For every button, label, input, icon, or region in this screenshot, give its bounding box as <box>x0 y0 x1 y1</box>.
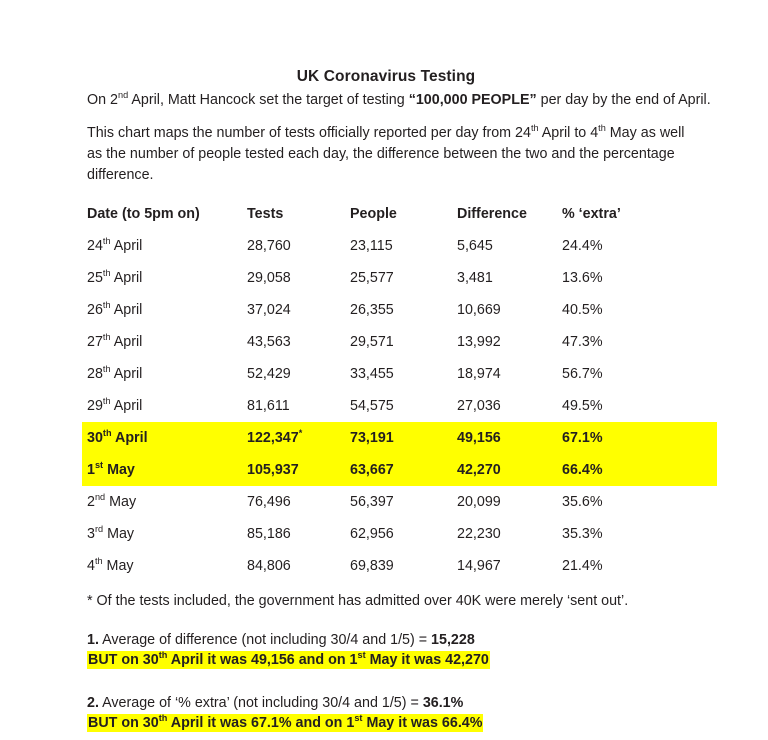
cell-pct-extra: 13.6% <box>562 270 603 287</box>
conclusion-2-hl-ord-1: th <box>158 713 168 724</box>
cell-difference: 13,992 <box>457 334 501 351</box>
lead-text-before: On 2 <box>87 92 118 108</box>
table-row <box>87 358 695 390</box>
cell-date-month: April <box>110 270 143 287</box>
lead-quoted-target: “100,000 PEOPLE” <box>408 92 537 108</box>
cell-tests-value: 105,937 <box>247 462 299 479</box>
conclusion-1-highlight <box>87 651 490 669</box>
cell-date <box>87 294 247 326</box>
cell-difference: 14,967 <box>457 558 501 575</box>
cell-date <box>87 230 247 262</box>
lead-ordinal: nd <box>118 90 129 101</box>
cell-date-ordinal: rd <box>94 524 104 535</box>
cell-difference: 3,481 <box>457 270 493 287</box>
cell-date-ordinal: th <box>102 364 111 375</box>
cell-date-day: 3 <box>87 526 95 543</box>
cell-tests <box>247 326 350 358</box>
cell-people: 25,577 <box>350 270 394 287</box>
cell-date-month: May <box>105 494 137 511</box>
cell-pct-extra: 56.7% <box>562 366 603 383</box>
document-content <box>87 68 711 733</box>
cell-tests <box>247 550 350 582</box>
cell-tests-value: 28,760 <box>247 238 291 255</box>
table-body <box>87 230 695 582</box>
cell-date-ordinal: th <box>102 396 111 407</box>
intro-paragraph <box>87 123 695 185</box>
cell-date <box>87 518 247 550</box>
cell-date-ordinal: nd <box>94 492 106 503</box>
cell-date-day: 29 <box>87 398 103 415</box>
cell-date-day: 30 <box>87 430 103 447</box>
table-row <box>87 262 695 294</box>
cell-tests-asterisk: * <box>298 428 303 439</box>
table-row <box>87 518 695 550</box>
table-row <box>87 390 695 422</box>
conclusion-1-hl-before: BUT on 30 <box>88 652 159 669</box>
cell-tests <box>247 294 350 326</box>
cell-date <box>87 326 247 358</box>
cell-tests <box>247 230 350 262</box>
cell-date <box>87 390 247 422</box>
cell-date-day: 28 <box>87 366 103 383</box>
page-title: UK Coronavirus Testing <box>296 68 476 85</box>
cell-people: 73,191 <box>350 422 457 454</box>
lead-text-after: per day by the end of April. <box>536 92 711 108</box>
cell-date-month: May <box>103 462 135 479</box>
cell-people: 54,575 <box>350 398 394 415</box>
cell-date <box>87 422 247 454</box>
cell-date <box>87 262 247 294</box>
table-row <box>87 422 695 454</box>
conclusion-1-hl-ord-2: st <box>357 650 366 661</box>
table-header-row <box>87 199 695 230</box>
cell-tests-value: 122,347 <box>247 430 299 447</box>
cell-difference: 49,156 <box>457 422 562 454</box>
conclusion-2-value: 36.1% <box>422 694 464 711</box>
asterisk-footnote: * Of the tests included, the government has admitted over 40K were merely ‘sent out’. <box>87 593 629 610</box>
cell-people: 29,571 <box>350 334 394 351</box>
cell-pct-extra: 67.1% <box>562 422 695 454</box>
table-row <box>87 326 695 358</box>
cell-tests-value: 85,186 <box>247 526 291 543</box>
cell-difference: 5,645 <box>457 238 493 255</box>
column-header-tests: Tests <box>247 206 284 223</box>
cell-pct-extra: 21.4% <box>562 558 603 575</box>
conclusion-1-value: 15,228 <box>431 632 475 649</box>
conclusion-2-hl-after: May it was 66.4% <box>362 715 483 732</box>
cell-people: 69,839 <box>350 558 394 575</box>
cell-pct-extra: 49.5% <box>562 398 603 415</box>
table-row <box>87 486 695 518</box>
table-row <box>87 230 695 262</box>
cell-date-ordinal: th <box>102 300 111 311</box>
cell-date <box>87 358 247 390</box>
cell-difference: 20,099 <box>457 494 501 511</box>
cell-pct-extra: 40.5% <box>562 302 603 319</box>
cell-people: 56,397 <box>350 494 394 511</box>
cell-difference: 27,036 <box>457 398 501 415</box>
column-header-pct-extra: % ‘extra’ <box>562 206 621 223</box>
cell-date-month: April <box>111 430 148 447</box>
cell-tests-value: 29,058 <box>247 270 291 287</box>
conclusion-2 <box>87 693 687 734</box>
conclusion-1-hl-ord-1: th <box>158 650 168 661</box>
cell-tests-value: 43,563 <box>247 334 291 351</box>
column-header-people: People <box>350 206 397 223</box>
cell-people: 63,667 <box>350 454 457 486</box>
table-row <box>87 454 695 486</box>
column-header-difference: Difference <box>457 206 527 223</box>
conclusion-1-hl-mid: April it was 49,156 and on 1 <box>167 652 358 669</box>
cell-tests <box>247 422 350 454</box>
cell-difference: 18,974 <box>457 366 501 383</box>
cell-tests-value: 81,611 <box>247 398 290 415</box>
conclusion-1 <box>87 630 687 671</box>
cell-tests <box>247 486 350 518</box>
cell-pct-extra: 35.6% <box>562 494 603 511</box>
cell-tests-value: 84,806 <box>247 558 291 575</box>
cell-tests <box>247 518 350 550</box>
cell-people: 23,115 <box>350 238 393 255</box>
cell-date-day: 24 <box>87 238 103 255</box>
cell-people: 33,455 <box>350 366 394 383</box>
cell-date <box>87 486 247 518</box>
intro-text-3: May as well as the number of people tested each day, the difference between the two and the percentage difference. <box>87 125 685 183</box>
conclusion-1-number: 1. <box>87 632 99 649</box>
lead-paragraph <box>87 90 711 108</box>
conclusion-2-body: Average of ‘% extra’ (not including 30/4 and 1/5) = <box>98 694 423 711</box>
table-row <box>87 294 695 326</box>
cell-tests-value: 52,429 <box>247 366 291 383</box>
cell-difference: 10,669 <box>457 302 501 319</box>
cell-date-day: 1 <box>87 462 95 479</box>
cell-date-day: 4 <box>87 558 95 575</box>
intro-ordinal-2: th <box>598 123 606 134</box>
cell-date-month: April <box>110 366 143 383</box>
conclusion-2-number: 2. <box>87 694 99 711</box>
cell-date <box>87 454 247 486</box>
conclusion-2-hl-ord-2: st <box>354 713 363 724</box>
conclusion-1-body: Average of difference (not including 30/4 and 1/5) = <box>98 632 432 649</box>
cell-date-month: April <box>110 302 143 319</box>
cell-date-month: May <box>102 558 134 575</box>
testing-data-table <box>87 199 695 582</box>
cell-date-day: 2 <box>87 494 95 511</box>
cell-people: 26,355 <box>350 302 394 319</box>
cell-tests-value: 76,496 <box>247 494 291 511</box>
conclusion-1-hl-after: May it was 42,270 <box>365 652 489 669</box>
cell-difference: 22,230 <box>457 526 501 543</box>
conclusion-2-hl-before: BUT on 30 <box>88 715 159 732</box>
table-header <box>87 199 695 230</box>
cell-date-month: May <box>103 526 135 543</box>
cell-difference: 42,270 <box>457 454 562 486</box>
cell-date-day: 27 <box>87 334 103 351</box>
cell-date-day: 26 <box>87 302 103 319</box>
cell-date-ordinal: th <box>94 556 103 567</box>
cell-pct-extra: 66.4% <box>562 454 695 486</box>
cell-date-month: April <box>110 398 143 415</box>
cell-pct-extra: 24.4% <box>562 238 603 255</box>
cell-date-month: April <box>110 238 143 255</box>
cell-date-ordinal: th <box>102 332 111 343</box>
intro-ordinal-1: th <box>530 123 539 134</box>
table-row <box>87 550 695 582</box>
cell-date-ordinal: th <box>102 268 111 279</box>
cell-date-month: April <box>110 334 143 351</box>
intro-text-1: This chart maps the number of tests officially reported per day from 24 <box>87 125 531 142</box>
cell-people: 62,956 <box>350 526 394 543</box>
conclusion-2-hl-mid: April it was 67.1% and on 1 <box>167 715 355 732</box>
column-header-date: Date (to 5pm on) <box>87 206 200 223</box>
cell-tests <box>247 454 350 486</box>
intro-text-2: April to 4 <box>538 125 599 142</box>
cell-pct-extra: 35.3% <box>562 526 603 543</box>
cell-tests <box>247 262 350 294</box>
cell-tests <box>247 390 350 422</box>
cell-date <box>87 550 247 582</box>
cell-pct-extra: 47.3% <box>562 334 603 351</box>
cell-date-ordinal: th <box>102 428 112 439</box>
cell-tests-value: 37,024 <box>247 302 291 319</box>
cell-date-ordinal: st <box>94 460 104 471</box>
lead-text-mid: April, Matt Hancock set the target of testing <box>128 92 409 108</box>
conclusion-2-highlight <box>87 714 483 732</box>
cell-tests <box>247 358 350 390</box>
cell-date-day: 25 <box>87 270 103 287</box>
cell-date-ordinal: th <box>102 236 111 247</box>
